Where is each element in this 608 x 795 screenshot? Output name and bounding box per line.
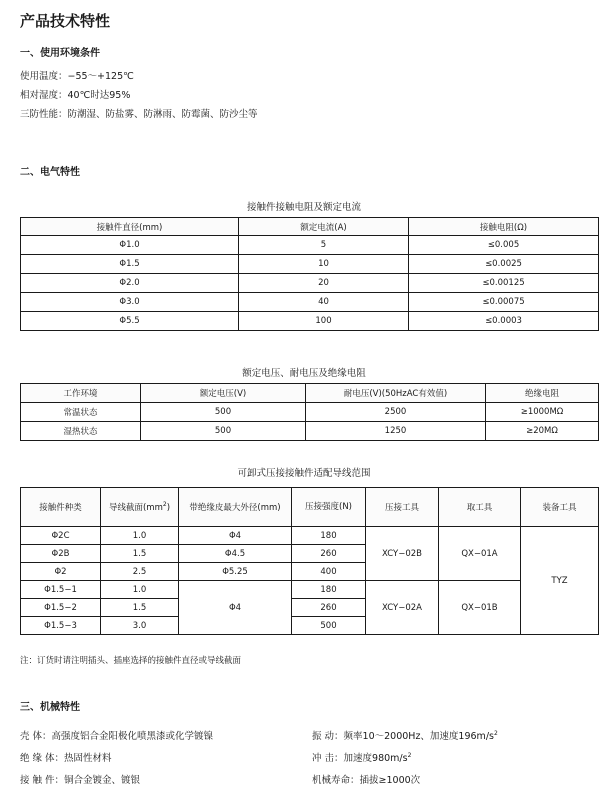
table2-cell: 湿热状态 (21, 422, 141, 441)
order-note: 注：订货时请注明插头、插座选择的接触件直径或导线截面 (20, 656, 242, 666)
env-temperature: 使用温度：−55～+125℃ (20, 71, 134, 82)
table3-header: 带绝缘皮最大外径(mm) (179, 488, 292, 527)
table3-cell: 2.5 (101, 563, 179, 581)
spec-value: 高强度铝合金阳极化喷黑漆或化学镀镍 (51, 731, 214, 742)
table3-cell: Φ4.5 (179, 545, 292, 563)
table3-cell: 1.0 (101, 581, 179, 599)
table3-cell: QX−01A (439, 527, 521, 581)
contact-spec (20, 772, 140, 786)
table-row (21, 403, 599, 422)
table3-cell: Φ2C (21, 527, 101, 545)
table2-caption: 额定电压、耐电压及绝缘电阻 (242, 368, 366, 379)
table3-cell: Φ4 (179, 581, 292, 635)
table3-cell: 1.5 (101, 545, 179, 563)
table3-caption: 可卸式压接接触件适配导线范围 (237, 468, 371, 479)
table3-cell: XCY−02A (366, 581, 439, 635)
spec-value: 插拔≥1000次 (359, 775, 421, 786)
mechanical-heading: 三、机械特性 (20, 702, 80, 713)
shell-spec (20, 728, 213, 742)
table3-header: 接触件种类 (21, 488, 101, 527)
table3-cell: Φ5.25 (179, 563, 292, 581)
table1-cell: 5 (239, 236, 409, 255)
contact-resistance-table (20, 217, 599, 331)
table1-cell: 10 (239, 255, 409, 274)
table-row (21, 236, 599, 255)
table2-header: 绝缘电阻 (486, 384, 599, 403)
table1-cell: Φ2.0 (21, 274, 239, 293)
vibration-spec: 振 动：频率10～2000Hz、加速度$196m/s^2$ (312, 730, 498, 742)
table1-header: 额定电流(A) (239, 218, 409, 236)
env-humidity: 相对湿度：40℃时达95% (20, 90, 131, 101)
table3-cell: 1.5 (101, 599, 179, 617)
table3-cell: 3.0 (101, 617, 179, 635)
shock-spec: 冲 击：加速度$980m/s^2$ (312, 752, 412, 764)
table3-cell: Φ1.5−3 (21, 617, 101, 635)
table2-cell: 常温状态 (21, 403, 141, 422)
table-row (21, 312, 599, 331)
spec-label: 接 触 件： (20, 775, 65, 786)
spec-label: 壳 体： (20, 731, 52, 742)
insulator-spec (20, 750, 112, 764)
electrical-heading: 二、电气特性 (20, 167, 80, 178)
table2-header: 工作环境 (21, 384, 141, 403)
life-spec (312, 772, 420, 786)
table3-header: 压接强度(N) (292, 488, 366, 527)
table3-cell: TYZ (521, 527, 599, 635)
table3-cell: Φ4 (179, 527, 292, 545)
table-row (21, 274, 599, 293)
table-row (21, 293, 599, 312)
table2-cell: 500 (141, 403, 306, 422)
table3-cell: 260 (292, 599, 366, 617)
table2-cell: 500 (141, 422, 306, 441)
spec-value: 频率10～2000Hz、加速度196m/s (343, 731, 494, 742)
table1-cell: ≤0.00125 (409, 274, 599, 293)
table1-cell: Φ5.5 (21, 312, 239, 331)
table3-header: 导线截面$(mm^2)$ (101, 488, 179, 527)
table2-cell: 2500 (306, 403, 486, 422)
voltage-table (20, 383, 599, 441)
table1-header: 接触件直径(mm) (21, 218, 239, 236)
env-heading: 一、使用环境条件 (20, 48, 100, 59)
table2-cell: ≥1000MΩ (486, 403, 599, 422)
spec-label: 绝 缘 体： (20, 753, 65, 764)
table3-cell: XCY−02B (366, 527, 439, 581)
table3-cell: 180 (292, 581, 366, 599)
table-row (21, 581, 599, 599)
table1-cell: 20 (239, 274, 409, 293)
table1-cell: 40 (239, 293, 409, 312)
table2-header: 额定电压(V) (141, 384, 306, 403)
table3-cell: 500 (292, 617, 366, 635)
table1-cell: ≤0.005 (409, 236, 599, 255)
table2-cell: ≥20MΩ (486, 422, 599, 441)
spec-label: 机械寿命： (312, 775, 360, 786)
table3-cell: Φ1.5−1 (21, 581, 101, 599)
env-protection: 三防性能：防潮湿、防盐雾、防淋雨、防霉菌、防沙尘等 (20, 109, 258, 120)
spec-label: 冲 击： (312, 753, 344, 764)
table1-cell: Φ1.0 (21, 236, 239, 255)
table3-header: 装备工具 (521, 488, 599, 527)
table3-cell: 400 (292, 563, 366, 581)
table1-cell: ≤0.00075 (409, 293, 599, 312)
table1-header: 接触电阻(Ω) (409, 218, 599, 236)
table1-caption: 接触件接触电阻及额定电流 (246, 202, 361, 213)
table1-cell: Φ1.5 (21, 255, 239, 274)
table1-cell: ≤0.0003 (409, 312, 599, 331)
table2-header: 耐电压(V)(50HzAC有效值) (306, 384, 486, 403)
table3-cell: QX−01B (439, 581, 521, 635)
spec-value: 加速度980m/s (343, 753, 408, 764)
table2-cell: 1250 (306, 422, 486, 441)
table3-header: 压接工具 (366, 488, 439, 527)
page-title: 产品技术特性 (20, 12, 111, 30)
wire-range-table (20, 487, 599, 635)
table1-cell: ≤0.0025 (409, 255, 599, 274)
table-row (21, 527, 599, 545)
table1-cell: 100 (239, 312, 409, 331)
table-row (21, 422, 599, 441)
table3-header: 取工具 (439, 488, 521, 527)
table3-cell: 1.0 (101, 527, 179, 545)
table3-cell: Φ1.5−2 (21, 599, 101, 617)
spec-value: 热固性材料 (64, 753, 112, 764)
table3-cell: Φ2 (21, 563, 101, 581)
table-row (21, 255, 599, 274)
spec-label: 振 动： (312, 731, 344, 742)
table1-cell: Φ3.0 (21, 293, 239, 312)
spec-value: 铜合金镀金、镀银 (64, 775, 141, 786)
table3-cell: 260 (292, 545, 366, 563)
table3-cell: Φ2B (21, 545, 101, 563)
table3-cell: 180 (292, 527, 366, 545)
